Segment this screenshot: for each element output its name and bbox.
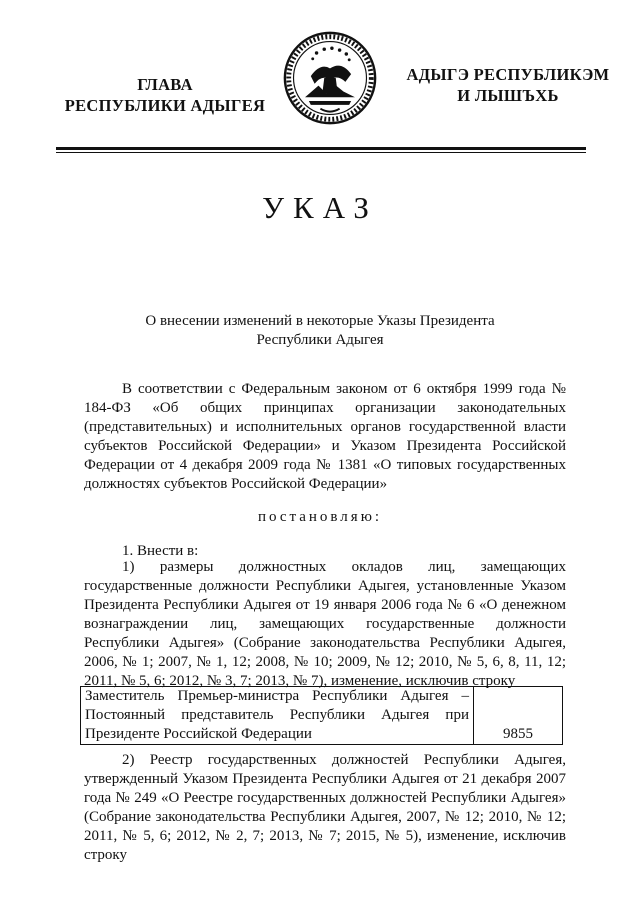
issuer-russian-line-2: РЕСПУБЛИКИ АДЫГЕЯ	[64, 96, 266, 115]
issuer-russian-line-1: ГЛАВА	[137, 75, 193, 94]
issuer-russian	[40, 74, 290, 116]
item-1-intro: 1. Внести в:	[122, 543, 199, 559]
issuer-adyghe-line-2: И ЛЫШЪХЬ	[457, 86, 559, 105]
item-1-subitem-2: 2) Реестр государственных должностей Республики Адыгея, утвержденный Указом Президента Республики Адыгея от 21 декабря 2007 года № 249 «О Реестре государственных должностей Республики Адыгея» (Собрание законодательства Республики Адыгея, 2007, № 12; 2010, № 12; 2011, № 5, 6; 2012, № 2, 7; 2013, № 7; 2015, № 5), изменение, исключив строку	[84, 752, 566, 863]
item-1-subitem-1: 1) размеры должностных окладов лиц, замещающих государственные должности Республики Адыгея, установленные Указом Президента Республики Адыгея от 19 января 2006 года № 6 «О денежном вознаграждении лиц, замещающих государственные должности Республики Адыгея» (Собрание законодательства Республики Адыгея, 2006, № 1; 2007, № 1, 12; 2008, № 10; 2009, № 12; 2010, № 5, 6, 8, 11, 12; 2011, № 5, 6; 2012, № 3, 7; 2013, № 7), изменение, исключив строку	[84, 559, 566, 689]
header-rule-thin	[56, 152, 586, 153]
decree-word: постановляю:	[257, 509, 383, 525]
excluded-salary-row	[80, 686, 563, 745]
header-rule-thick	[56, 147, 586, 150]
coat-of-arms-icon	[282, 30, 378, 126]
issuer-adyghe	[388, 64, 628, 106]
position-cell: Заместитель Премьер-министра Республики Адыгея – Постоянный представитель Республики Адыгея при Президенте Российской Федерации	[81, 687, 474, 745]
preamble-paragraph: В соответствии с Федеральным законом от 6 октября 1999 года № 184-ФЗ «Об общих принципах организации законодательных (представительных) и исполнительных органов государственной власти субъектов Российской Федерации» и Указом Президента Российской Федерации от 4 декабря 2009 года № 1381 «О типовых государственных должностях субъектов Российской Федерации»	[84, 381, 566, 492]
subject-line-2: Республики Адыгея	[256, 332, 384, 348]
document-subject	[100, 312, 540, 350]
issuer-adyghe-line-1: АДЫГЭ РЕСПУБЛИКЭМ	[406, 65, 610, 84]
subject-line-1: О внесении изменений в некоторые Указы Президента	[145, 313, 495, 329]
salary-cell: 9855	[474, 687, 563, 745]
document-title: УКАЗ	[262, 190, 378, 225]
